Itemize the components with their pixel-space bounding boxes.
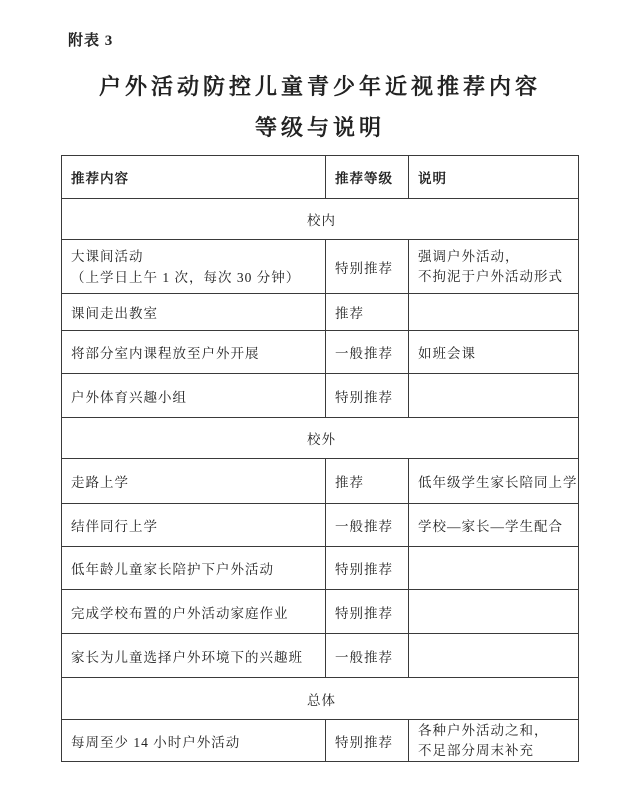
table-row (62, 459, 579, 504)
cell-level (326, 720, 409, 762)
table-row (62, 590, 579, 634)
appendix-label: 附表 3 (68, 33, 114, 49)
cell-content (62, 459, 326, 504)
cell-level (326, 634, 409, 678)
level-text: 特别推荐 (335, 605, 393, 621)
cell-level (326, 504, 409, 547)
table-row (62, 634, 579, 678)
cell-level (326, 374, 409, 418)
note-line: 低年级学生家长陪同上学 (418, 475, 578, 490)
section-header-row (62, 418, 579, 459)
content-line: 将部分室内课程放至户外开展 (71, 346, 260, 361)
cell-note (409, 504, 579, 547)
level-text: 特别推荐 (335, 389, 393, 405)
note-line: 不拘泥于户外活动形式 (418, 268, 563, 284)
note-line: 如班会课 (418, 346, 476, 361)
cell-level (326, 547, 409, 590)
content-line: 结伴同行上学 (71, 519, 158, 534)
table-row (62, 504, 579, 547)
cell-content (62, 504, 326, 547)
table-row (62, 720, 579, 762)
level-text: 特别推荐 (335, 734, 393, 750)
content-line: 家长为儿童选择户外环境下的兴趣班 (71, 649, 303, 665)
section-label-overall: 总体 (62, 678, 579, 720)
cell-content (62, 720, 326, 762)
cell-content (62, 331, 326, 374)
page-title-line1: 户外活动防控儿童青少年近视推荐内容 (98, 74, 541, 99)
col-header-content: 推荐内容 (62, 156, 326, 199)
table-header-row (62, 156, 579, 199)
col-header-note: 说明 (409, 156, 579, 199)
cell-note (409, 331, 579, 374)
content-line: 户外体育兴趣小组 (71, 389, 187, 405)
section-header-row (62, 678, 579, 720)
table-row (62, 331, 579, 374)
page-title-line2: 等级与说明 (254, 115, 385, 140)
section-label-in-school: 校内 (62, 199, 579, 240)
content-line: 课间走出教室 (71, 306, 158, 321)
cell-level (326, 294, 409, 331)
col-header-level: 推荐等级 (326, 156, 409, 199)
cell-content (62, 590, 326, 634)
section-header-row (62, 199, 579, 240)
content-line: 完成学校布置的户外活动家庭作业 (71, 605, 289, 621)
table-row (62, 240, 579, 294)
note-line: 学校—家长—学生配合 (418, 519, 563, 534)
note-line: 不足部分周末补充 (418, 742, 534, 758)
cell-content (62, 294, 326, 331)
cell-content (62, 374, 326, 418)
level-text: 推荐 (335, 306, 364, 321)
level-text: 特别推荐 (335, 260, 393, 276)
section-label-out-of-school: 校外 (62, 418, 579, 459)
table-row (62, 547, 579, 590)
content-line: （上学日上午 1 次，每次 30 分钟） (71, 269, 301, 285)
cell-content (62, 547, 326, 590)
cell-level (326, 240, 409, 294)
table-row (62, 294, 579, 331)
content-line: 每周至少 14 小时户外活动 (71, 734, 241, 750)
cell-note (409, 590, 579, 634)
level-text: 推荐 (335, 475, 364, 490)
cell-note (409, 240, 579, 294)
cell-note (409, 459, 579, 504)
cell-content (62, 634, 326, 678)
level-text: 一般推荐 (335, 519, 393, 534)
level-text: 特别推荐 (335, 562, 393, 577)
cell-note (409, 547, 579, 590)
content-line: 低年龄儿童家长陪护下户外活动 (71, 562, 274, 577)
cell-level (326, 459, 409, 504)
cell-note (409, 634, 579, 678)
cell-note (409, 720, 579, 762)
level-text: 一般推荐 (335, 649, 393, 665)
cell-level (326, 331, 409, 374)
note-line: 各种户外活动之和， (418, 722, 549, 738)
note-line: 强调户外活动， (418, 248, 520, 264)
cell-note (409, 374, 579, 418)
cell-level (326, 590, 409, 634)
content-line: 大课间活动 (71, 248, 144, 264)
level-text: 一般推荐 (335, 346, 393, 361)
content-line: 走路上学 (71, 475, 129, 490)
recommendation-table (61, 155, 579, 762)
page-title (0, 66, 640, 148)
cell-note (409, 294, 579, 331)
cell-content (62, 240, 326, 294)
table-row (62, 374, 579, 418)
